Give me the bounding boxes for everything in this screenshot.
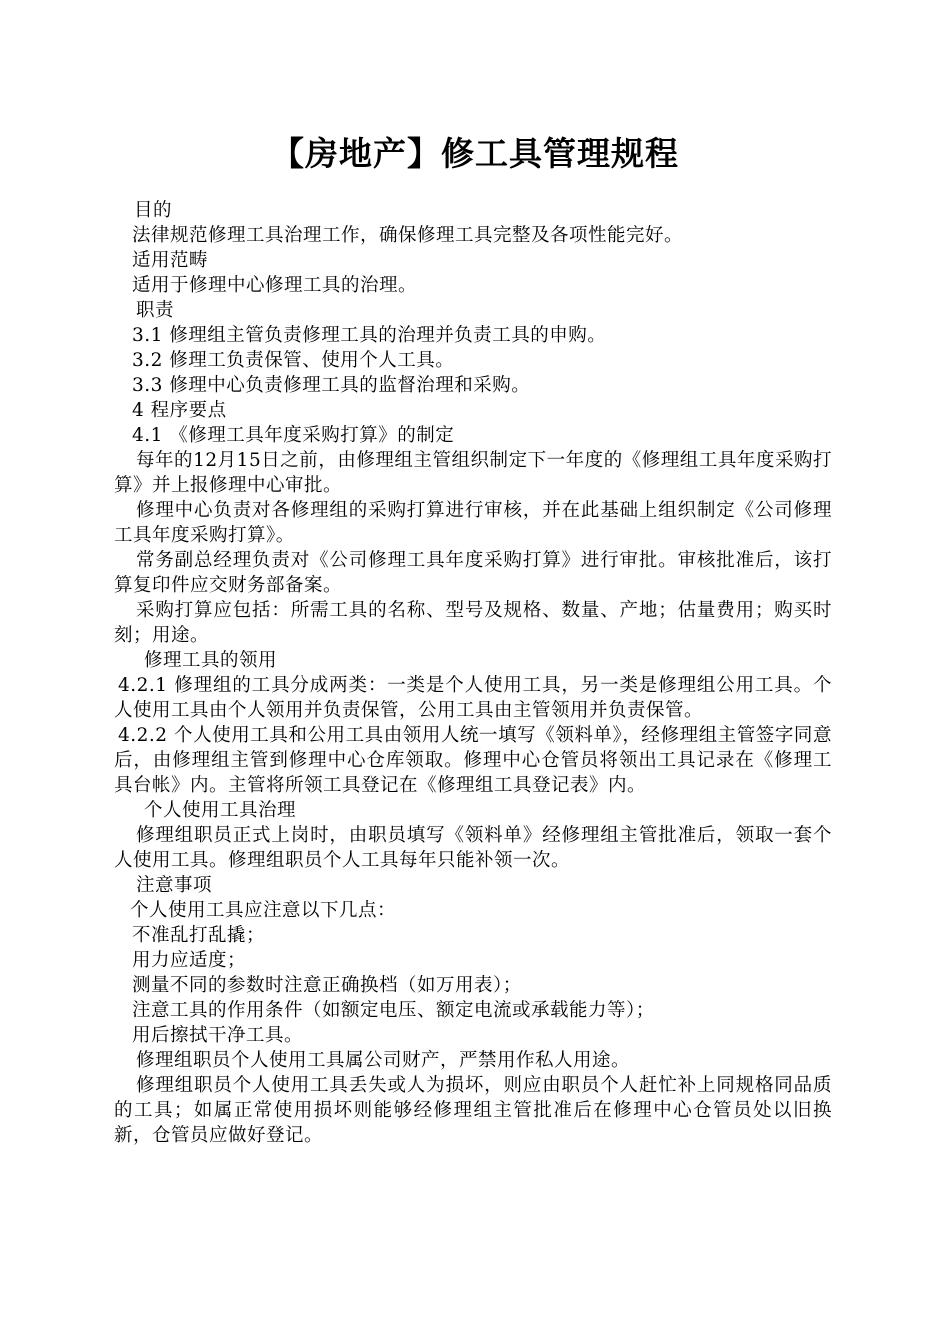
paragraph: 3.3 修理中心负责修理工具的监督治理和采购。 <box>132 375 531 396</box>
paragraph: 4.2.2 个人使用工具和公用工具由领用人统一填写《领料单》，经修理组主管签字同意后，由修理组主管到修理中心仓库领取。修理中心仓管员将领出工具记录在《修理工具台帐》内。主管将所领工具登记在《修理组工具登记表》内。 <box>114 725 832 796</box>
paragraph: 修理中心负责对各修理组的采购打算进行审核，并在此基础上组织制定《公司修理工具年度采购打算》。 <box>114 500 832 546</box>
paragraph: 4.1 《修理工具年度采购打算》的制定 <box>132 425 455 446</box>
paragraph: 用力应适度； <box>132 950 247 971</box>
paragraph: 修理组职员正式上岗时，由职员填写《领料单》经修理组主管批准后，领取一套个人使用工具。修理组职员个人工具每年只能补领一次。 <box>114 825 832 871</box>
paragraph: 修理组职员个人使用工具丢失或人为损坏，则应由职员个人赶忙补上同规格同品质的工具；如属正常使用损坏则能够经修理组主管批准后在修理中心仓管员处以旧换新，仓管员应做好登记。 <box>114 1075 832 1146</box>
paragraph: 3.1 修理组主管负责修理工具的治理并负责工具的申购。 <box>132 325 607 346</box>
paragraph: 适用范畴 <box>132 250 209 271</box>
paragraph: 修理工具的领用 <box>144 650 278 671</box>
paragraph: 测量不同的参数时注意正确换档（如万用表）； <box>132 975 522 996</box>
paragraph: 个人使用工具应注意以下几点： <box>130 900 397 921</box>
paragraph: 职责 <box>136 300 175 321</box>
paragraph: 4.2.1 修理组的工具分成两类：一类是个人使用工具，另一类是修理组公用工具。个人使用工具由个人领用并负责保管，公用工具由主管领用并负责保管。 <box>114 675 832 721</box>
document-body <box>114 198 832 1148</box>
paragraph: 法律规范修理工具治理工作，确保修理工具完整及各项性能完好。 <box>132 225 684 246</box>
paragraph: 3.2 修理工负责保管、使用个人工具。 <box>132 350 455 371</box>
paragraph: 常务副总经理负责对《公司修理工具年度采购打算》进行审批。审核批准后，该打算复印件应交财务部备案。 <box>114 550 832 596</box>
paragraph: 4 程序要点 <box>132 400 227 421</box>
paragraph: 采购打算应包括：所需工具的名称、型号及规格、数量、产地；估量费用；购买时刻；用途。 <box>114 600 832 646</box>
paragraph: 每年的12月15日之前，由修理组主管组织制定下一年度的《修理组工具年度采购打算》并上报修理中心审批。 <box>114 450 832 496</box>
paragraph: 适用于修理中心修理工具的治理。 <box>132 275 418 296</box>
paragraph: 不准乱打乱撬； <box>132 925 266 946</box>
paragraph: 目的 <box>134 200 173 221</box>
paragraph: 修理组职员个人使用工具属公司财产，严禁用作私人用途。 <box>136 1050 631 1071</box>
paragraph: 注意事项 <box>136 875 213 896</box>
document-title: 【房地产】修工具管理规程 <box>271 134 679 173</box>
paragraph: 用后擦拭干净工具。 <box>132 1025 304 1046</box>
paragraph: 个人使用工具治理 <box>144 800 297 821</box>
paragraph: 注意工具的作用条件（如额定电压、额定电流或承载能力等）； <box>132 1000 655 1021</box>
